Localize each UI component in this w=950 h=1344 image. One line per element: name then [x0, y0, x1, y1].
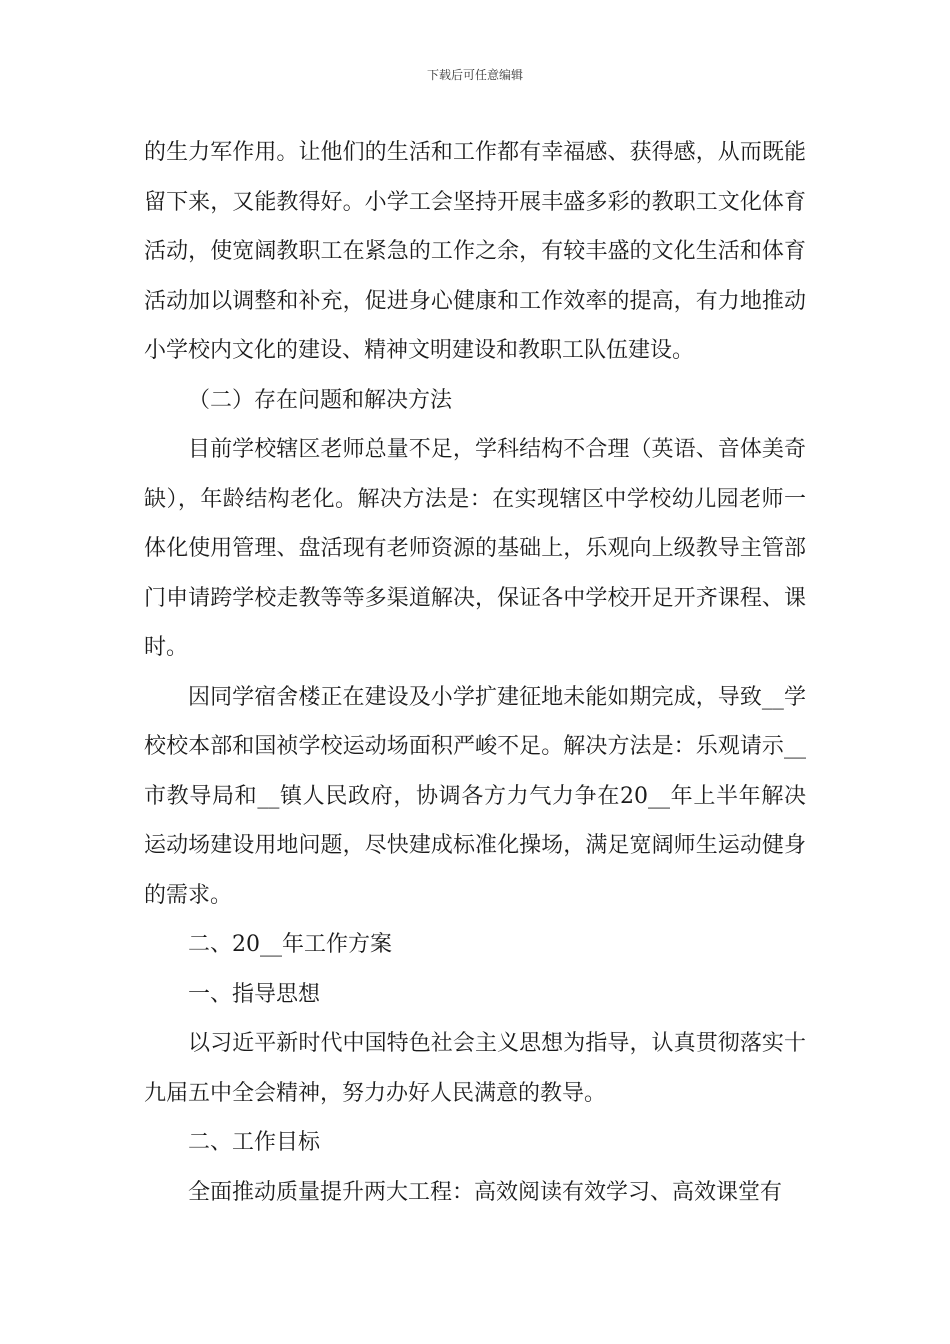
paragraph-playground: 因同学宿舍楼正在建设及小学扩建征地未能如期完成，导致__学校校本部和国祯学校运动场面积严峻不足。解决方法是：乐观请示__市教导局和__镇人民政府，协调各方力气力争在20__年上半年解决运动场建设用地问题，尽快建成标准化操场，满足宽阔师生运动健身的需求。	[144, 684, 806, 908]
paragraph-1: 的生力军作用。让他们的生活和工作都有幸福感、获得感，从而既能留下来，又能教得好。小学工会坚持开展丰盛多彩的教职工文化体育活动，使宽阔教职工在紧急的工作之余，有较丰盛的文化生活和体育活动加以调整和补充，促进身心健康和工作效率的提高，有力地推动小学校内文化的建设、精神文明建设和教职工队伍建设。	[144, 140, 806, 363]
section-heading-problems: （二）存在问题和解决方法	[188, 387, 453, 413]
paragraph-teacher-shortage: 目前学校辖区老师总量不足，学科结构不合理（英语、音体美奇缺），年龄结构老化。解决方法是：在实现辖区中学校幼儿园老师一体化使用管理、盘活现有老师资源的基础上，乐观向上级教导主管部门申请跨学校走教等等多渠道解决，保证各中学校开足开齐课程、课时。	[144, 437, 806, 660]
section-heading-guiding-thought: 一、指导思想	[188, 981, 321, 1007]
section-heading-work-goals: 二、工作目标	[188, 1130, 321, 1155]
section-heading-work-plan: 二、20__年工作方案	[188, 932, 392, 957]
page-header: 下载后可任意编辑	[426, 68, 523, 82]
paragraph-guiding-thought: 以习近平新时代中国特色社会主义思想为指导，认真贯彻落实十九届五中全会精神，努力办好人民满意的教导。	[144, 1031, 806, 1106]
document-body	[144, 128, 806, 1217]
paragraph-work-goals: 全面推动质量提升两大工程：高效阅读有效学习、高效课堂有	[188, 1179, 783, 1205]
